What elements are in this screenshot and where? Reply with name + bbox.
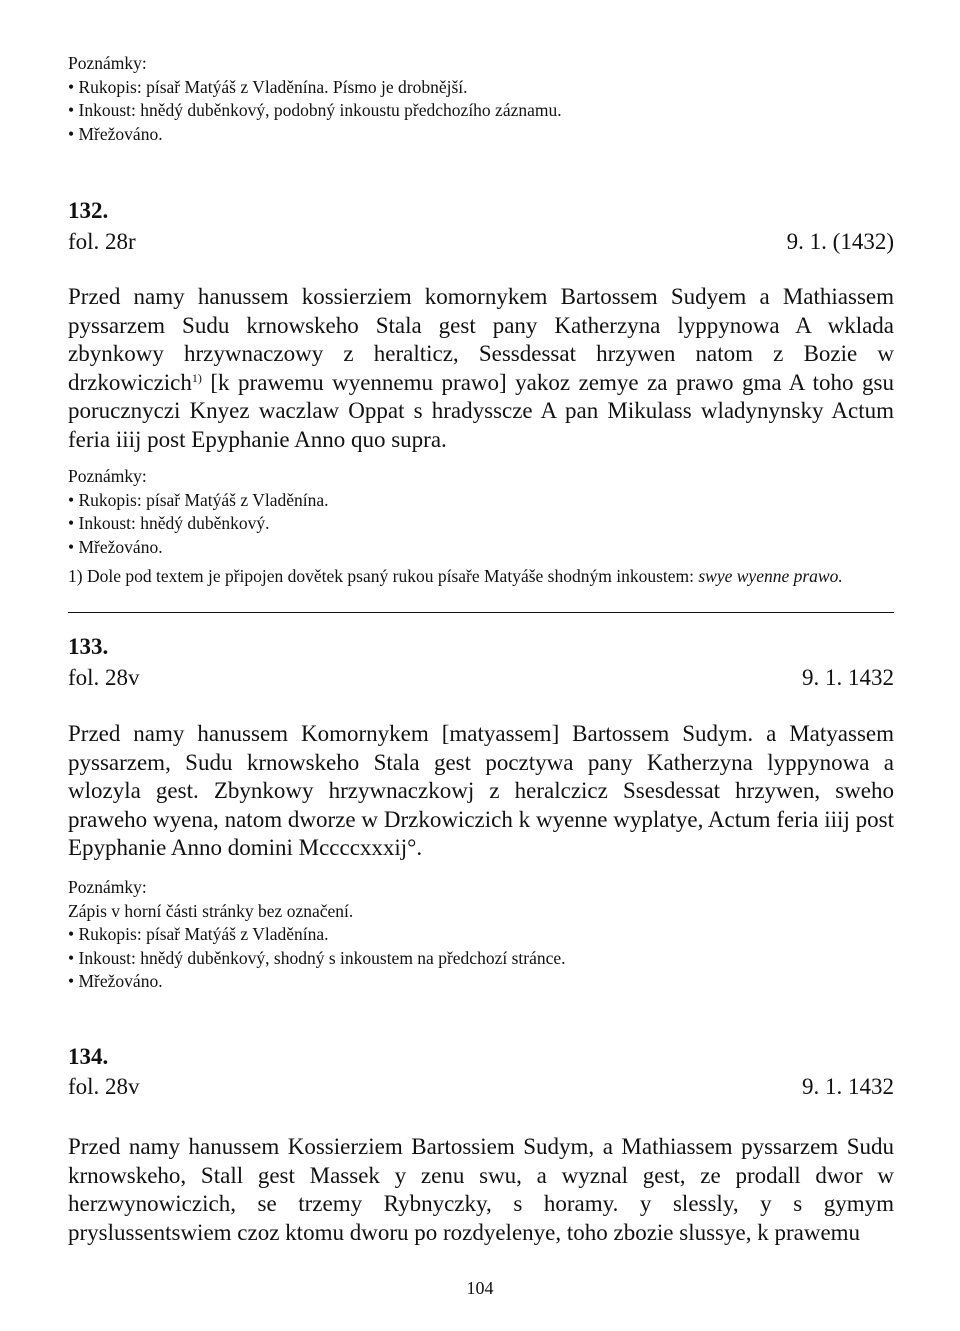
note-item: • Inkoust: hnědý duběnkový, shodný s inkoustem na předchozí stránce. bbox=[68, 947, 566, 968]
entry-date: 9. 1. (1432) bbox=[786, 229, 894, 254]
entry-notes bbox=[68, 465, 898, 559]
top-notes bbox=[68, 52, 898, 146]
note-item: • Rukopis: písař Matýáš z Vladěnína. bbox=[68, 924, 329, 944]
entry-number: 134. bbox=[68, 1044, 109, 1069]
note-item: Zápis v horní části stránky bez označení. bbox=[68, 900, 354, 921]
divider bbox=[68, 612, 894, 613]
folio: fol. 28v bbox=[68, 1074, 140, 1099]
entry-text: Przed namy hanussem Komornykem [matyassem] Bartossem Sudym. a Matyassem pyssarzem, Sudu krnowskeho Stala gest pocztywa pany Katherzyna lyppynowa a wlozyla gest. Zbynkowy hrzywnaczkowj z heralczicz Ssesdessat hrzywen, sweho praweho wyena, natom dworze w Drzkowiczich k wyenne wyplatye, Actum feria iiij post Epyphanie Anno domini Mccccxxxij°. bbox=[68, 721, 894, 861]
entry-date: 9. 1. 1432 bbox=[802, 1074, 894, 1099]
note-item: • Mřežováno. bbox=[68, 536, 163, 557]
note-item: • Inkoust: hnědý duběnkový, podobný inkoustu předchozího záznamu. bbox=[68, 100, 562, 120]
note-item: • Inkoust: hnědý duběnkový. bbox=[68, 513, 270, 533]
note-item: • Rukopis: písař Matýáš z Vladěnína. bbox=[68, 489, 329, 510]
footnote-text: 1) Dole pod textem je připojen dovětek psaný rukou písaře Matyáše shodným inkoustem: bbox=[68, 566, 699, 586]
entry-notes bbox=[68, 876, 898, 994]
note-item: • Mřežováno. bbox=[68, 971, 163, 991]
footnote-italic: swye wyenne prawo. bbox=[698, 566, 843, 586]
note-item: • Mřežováno. bbox=[68, 123, 163, 144]
entry-text-part: Przed namy hanussem kossierziem komornykem Bartossem Sudyem a Mathiassem pyssarzem Sudu krnowskeho Stala gest pany Katherzyna lyppynowa A wklada zbynkowy hrzywnaczowy z heralticz, Sessdessat hrzywen natom z Bozie w drzkowiczich bbox=[68, 284, 894, 395]
footnote bbox=[68, 565, 894, 588]
note-item: • Rukopis: písař Matýáš z Vladěnína. Písmo je drobnější. bbox=[68, 76, 468, 97]
notes-heading: Poznámky: bbox=[68, 53, 147, 73]
notes-heading: Poznámky: bbox=[68, 877, 147, 897]
entry-text bbox=[68, 283, 894, 455]
folio: fol. 28r bbox=[68, 229, 136, 254]
page-number: 104 bbox=[466, 1278, 494, 1298]
entry-number: 133. bbox=[68, 634, 109, 659]
entry-date: 9. 1. 1432 bbox=[802, 665, 894, 690]
entry-text: Przed namy hanussem Kossierziem Bartossiem Sudym, a Mathiassem pyssarzem Sudu krnowskeho, Stall gest Massek y zenu swu, a wyznal gest, ze prodall dwor w herzwynowiczich, se trzemy Rybnyczky, s horamy. y slessly, y s gymym pryslussentswiem czoz ktomu dworu po rozdyelenye, toho zbozie slussye, k prawemu bbox=[68, 1134, 894, 1245]
entry-text-part: [k prawemu wyennemu prawo] yakoz zemye za prawo gma A toho gsu porucznyczi Knyez waczlaw Oppat s hradysscze A pan Mikulass wladynynsky Actum feria iiij post Epyphanie Anno quo supra. bbox=[68, 369, 894, 452]
footnote-mark: 1) bbox=[191, 370, 202, 385]
folio: fol. 28v bbox=[68, 665, 140, 690]
entry-number: 132. bbox=[68, 198, 109, 223]
notes-heading: Poznámky: bbox=[68, 466, 147, 486]
